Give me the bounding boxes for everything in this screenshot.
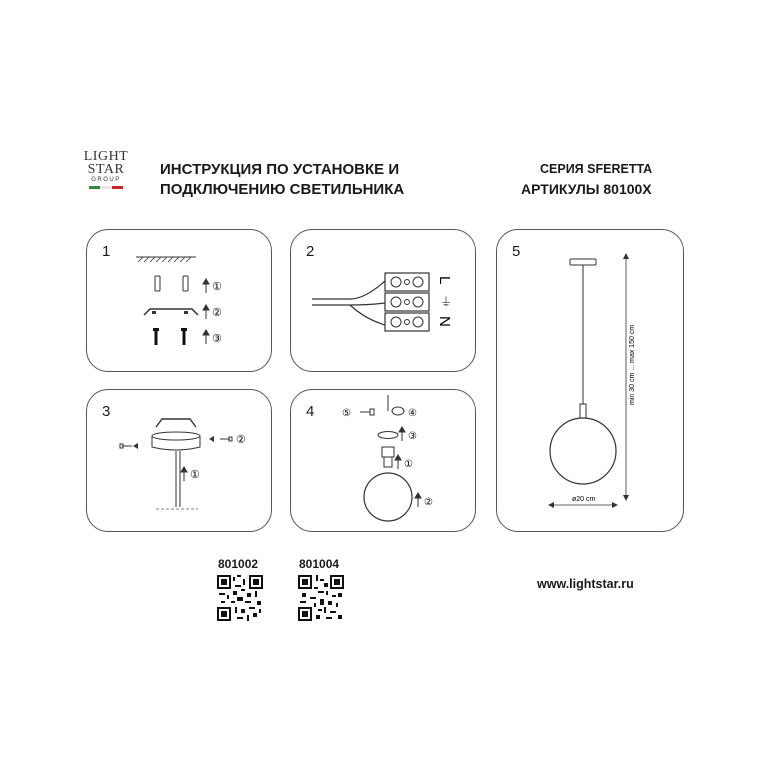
step-5-diagram [496, 229, 684, 532]
code-label-801004: 801004 [299, 557, 340, 571]
marker-1: ① [404, 459, 413, 470]
logo-line3: GROUP [91, 177, 121, 183]
qr-code-801004[interactable] [298, 575, 344, 621]
flag-stripe [89, 186, 123, 189]
step-3-diagram [86, 389, 272, 532]
code-label-801002: 801002 [218, 557, 259, 571]
articles-label: АРТИКУЛЫ 80100X [521, 181, 652, 197]
marker-5: ⑤ [342, 408, 351, 419]
step-4-diagram [290, 389, 476, 532]
marker-1: ① [212, 281, 222, 293]
title-line1: ИНСТРУКЦИЯ ПО УСТАНОВКЕ И [160, 161, 400, 178]
diameter-label: ø20 cm [572, 496, 596, 503]
marker-2: ② [236, 434, 246, 446]
qr-code-801002[interactable] [217, 575, 263, 621]
marker-3: ③ [408, 431, 417, 442]
step-2-number: 2 [306, 243, 315, 260]
terminal-earth: ⏚ [440, 295, 453, 309]
terminal-l: L [436, 276, 453, 285]
title-line2: ПОДКЛЮЧЕНИЮ СВЕТИЛЬНИКА [160, 181, 405, 198]
marker-1: ① [190, 469, 200, 481]
terminal-n: N [436, 316, 453, 327]
brand-logo [80, 150, 132, 189]
website-link[interactable]: www.lightstar.ru [537, 577, 634, 591]
marker-3: ③ [212, 333, 222, 345]
step-2-diagram [290, 229, 476, 372]
step-4-number: 4 [306, 403, 315, 420]
marker-2: ② [424, 497, 433, 508]
step-1-number: 1 [102, 243, 111, 260]
step-3-number: 3 [102, 403, 111, 420]
logo-line2: STAR [87, 162, 125, 177]
marker-2: ② [212, 307, 222, 319]
step-5-number: 5 [512, 243, 521, 260]
step-1-diagram [86, 229, 272, 372]
marker-4: ④ [408, 408, 417, 419]
series-label: СЕРИЯ SFERETTA [540, 162, 653, 176]
page-title [160, 160, 460, 200]
logo-line1: LIGHT [83, 149, 129, 164]
height-label: min 30 cm ... max 150 cm [629, 324, 636, 405]
